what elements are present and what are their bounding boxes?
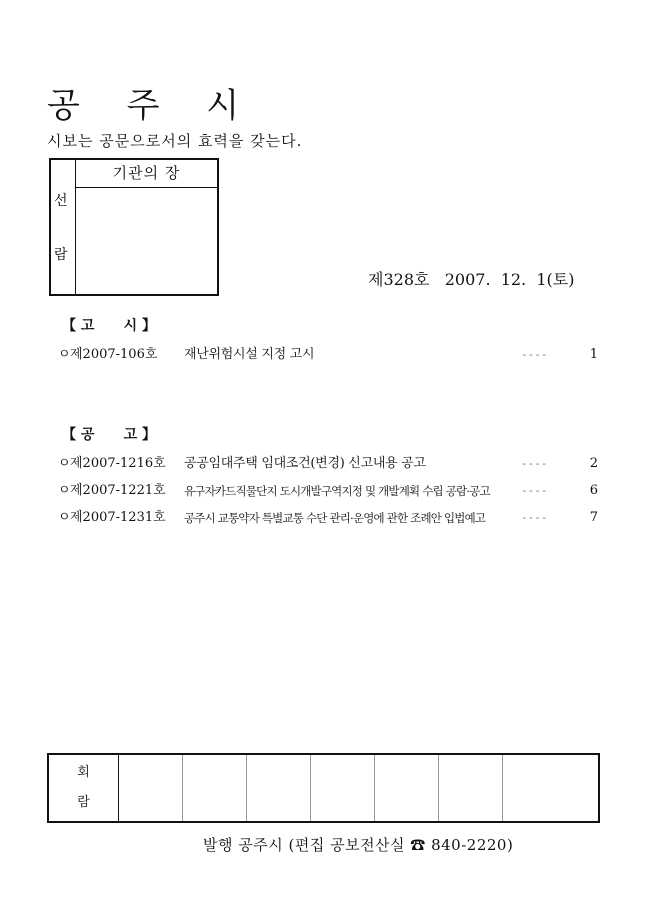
review-side-label-top: 선 bbox=[54, 193, 68, 209]
toc-entry[interactable] bbox=[58, 346, 598, 364]
signature-cell[interactable] bbox=[439, 754, 503, 822]
signature-cell[interactable] bbox=[183, 754, 247, 822]
signature-cell[interactable] bbox=[247, 754, 311, 822]
bullet-icon: ㅇ bbox=[58, 456, 71, 471]
publisher-footer: 발행 공주시 (편집 공보전산실 ☎ 840-2220) bbox=[203, 836, 514, 854]
toc-entry[interactable] bbox=[58, 509, 598, 527]
entry-description: 재난위험시설 지정 고시 bbox=[184, 347, 315, 362]
circulation-label-bottom: 람 bbox=[77, 795, 90, 810]
signature-cell[interactable] bbox=[375, 754, 439, 822]
issue-number: 제328호 bbox=[368, 270, 430, 289]
signature-cell[interactable] bbox=[311, 754, 375, 822]
leader-dashes: ---- bbox=[521, 511, 548, 524]
document-subtitle: 시보는 공문으로서의 효력을 갖는다. bbox=[47, 132, 303, 150]
signature-cell[interactable] bbox=[503, 754, 599, 822]
entry-page: 2 bbox=[589, 456, 598, 471]
leader-dashes: ---- bbox=[521, 348, 548, 361]
entry-page: 6 bbox=[589, 483, 598, 498]
bullet-icon: ㅇ bbox=[58, 483, 71, 498]
entry-number: 제2007-106호 bbox=[70, 347, 158, 362]
entry-description: 공공임대주택 임대조건(변경) 신고내용 공고 bbox=[184, 456, 426, 471]
review-side-label-bottom: 람 bbox=[54, 247, 68, 263]
signature-cell[interactable] bbox=[119, 754, 183, 822]
entry-number: 제2007-1231호 bbox=[70, 510, 166, 525]
section-heading-notice: 【 고 시 】 bbox=[62, 318, 157, 334]
leader-dashes: ---- bbox=[521, 484, 548, 497]
circulation-label-top: 회 bbox=[77, 765, 90, 780]
entry-page: 7 bbox=[589, 510, 598, 525]
section-heading-announcement: 【 공 고 】 bbox=[62, 427, 157, 443]
bullet-icon: ㅇ bbox=[58, 510, 71, 525]
circulation-table bbox=[47, 753, 600, 823]
review-head-label: 기관의 장 bbox=[76, 160, 217, 188]
leader-dashes: ---- bbox=[521, 457, 548, 470]
review-box bbox=[49, 158, 219, 296]
entry-number: 제2007-1221호 bbox=[70, 483, 166, 498]
entry-number: 제2007-1216호 bbox=[70, 456, 166, 471]
issue-date: 2007. 12. 1(토) bbox=[444, 270, 575, 289]
circulation-label bbox=[48, 754, 119, 822]
review-side-column bbox=[51, 160, 76, 294]
toc-entry[interactable] bbox=[58, 482, 598, 500]
issue-info bbox=[368, 270, 574, 290]
entry-description: 유구자카드직물단지 도시개발구역지정 및 개발계획 수립 공람·공고 bbox=[184, 484, 490, 498]
bullet-icon: ㅇ bbox=[58, 347, 71, 362]
document-title: 공 주 시 bbox=[47, 86, 258, 126]
entry-page: 1 bbox=[589, 347, 598, 362]
toc-entry[interactable] bbox=[58, 455, 598, 473]
entry-description: 공주시 교통약자 특별교통 수단 관리·운영에 관한 조례안 입법예고 bbox=[184, 511, 486, 525]
